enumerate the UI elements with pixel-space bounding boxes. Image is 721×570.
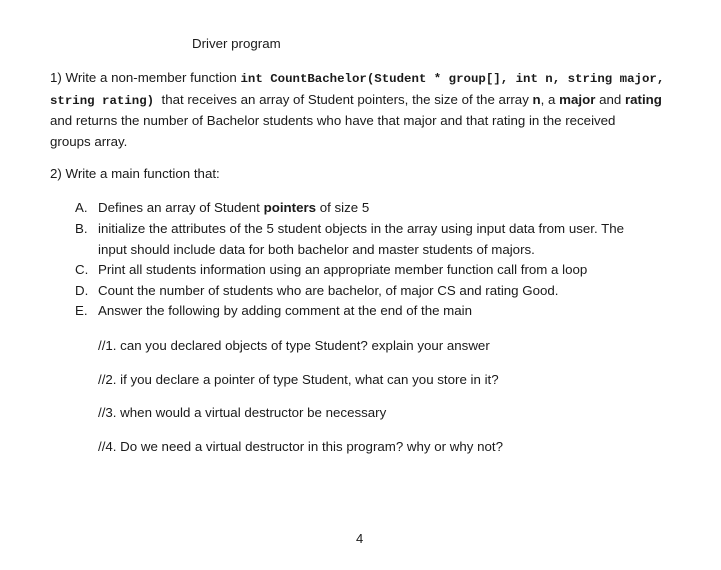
list-item-letter: C. bbox=[75, 262, 89, 277]
comment-question-1: //1. can you declared objects of type Student? explain your answer bbox=[98, 338, 490, 353]
list-item-text: Print all students information using an appropriate member function call from a loop bbox=[98, 262, 588, 277]
question2-intro: 2) Write a main function that: bbox=[50, 166, 220, 181]
question1-line2 bbox=[50, 90, 662, 111]
comment-question-3: //3. when would a virtual destructor be necessary bbox=[98, 405, 387, 420]
question1-line4: groups array. bbox=[50, 134, 128, 149]
question1-text: Write a non-member function bbox=[65, 70, 237, 85]
question1-line3: and returns the number of Bachelor students who have that major and that rating in the received bbox=[50, 113, 616, 128]
param-major: major bbox=[559, 92, 596, 107]
param-rating: rating bbox=[624, 92, 662, 107]
list-item-letter: A. bbox=[75, 200, 88, 215]
list-item-text-after: of size 5 bbox=[319, 200, 370, 215]
question1-description: that receives an array of Student pointers, the size of the array bbox=[161, 92, 529, 107]
function-signature-part1: int CountBachelor(Student * group[], int n, string major, bbox=[240, 72, 665, 86]
comment-question-4: //4. Do we need a virtual destructor in this program? why or why not? bbox=[98, 439, 504, 454]
page-title: Driver program bbox=[192, 36, 281, 51]
question1-line1 bbox=[50, 68, 664, 89]
list-item bbox=[98, 198, 369, 218]
list-item-letter: B. bbox=[75, 221, 88, 236]
function-signature-part2: string rating) bbox=[50, 94, 155, 108]
list-item-bold: pointers bbox=[263, 200, 317, 215]
question1-and: and bbox=[599, 92, 622, 107]
list-item-text: Answer the following by adding comment at the end of the main bbox=[98, 303, 473, 318]
comment-question-2: //2. if you declare a pointer of type Student, what can you store in it? bbox=[98, 372, 499, 387]
list-item-text-line2: input should include data for both bachelor and master students of majors. bbox=[98, 242, 535, 257]
list-item-text: initialize the attributes of the 5 student objects in the array using input data from user. The bbox=[98, 221, 625, 236]
page-number: 4 bbox=[356, 531, 364, 546]
list-item-letter: E. bbox=[75, 303, 88, 318]
list-item-text: Defines an array of Student bbox=[98, 200, 260, 215]
param-n: n bbox=[532, 92, 541, 107]
question1-connector: , a bbox=[540, 92, 556, 107]
question1-number: 1) bbox=[50, 70, 62, 85]
list-item-letter: D. bbox=[75, 283, 89, 298]
list-item-text: Count the number of students who are bachelor, of major CS and rating Good. bbox=[98, 283, 559, 298]
